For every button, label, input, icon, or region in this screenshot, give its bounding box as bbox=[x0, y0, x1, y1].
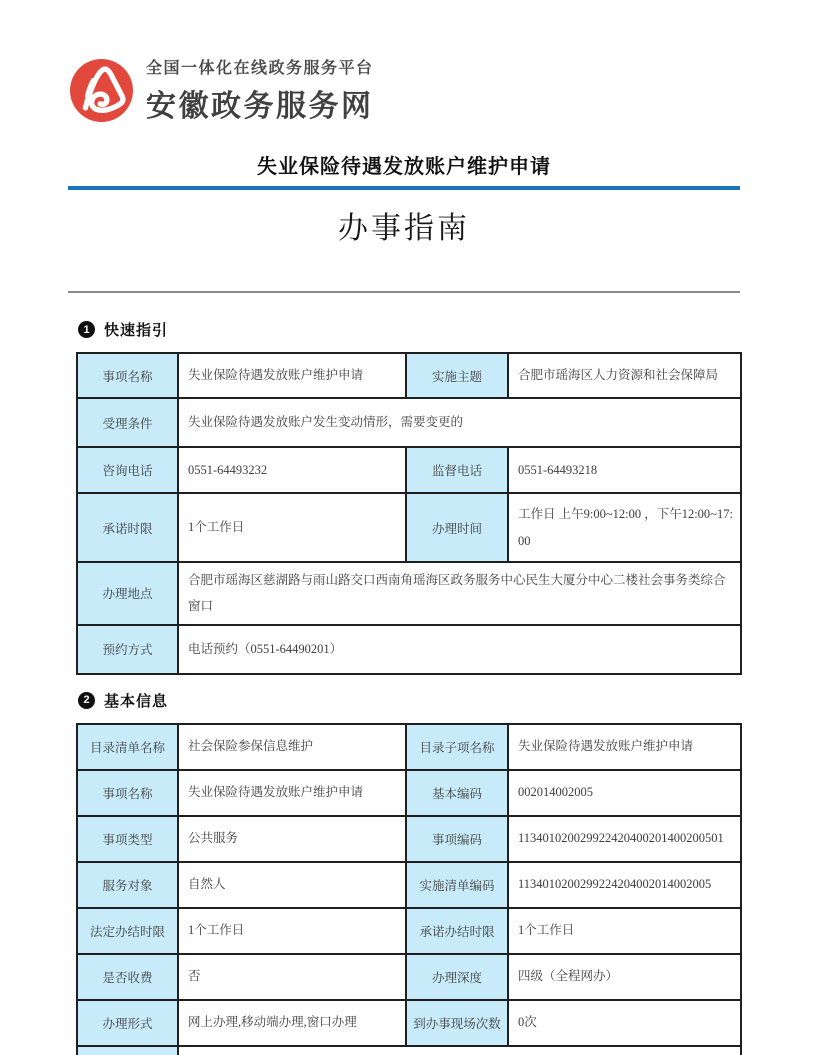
field-value: 社会保险参保信息维护 bbox=[178, 724, 406, 770]
platform-name: 全国一体化在线政务服务平台 bbox=[146, 60, 374, 77]
document-page bbox=[68, 0, 740, 1055]
table-row bbox=[77, 954, 741, 1000]
title-accent-rule bbox=[68, 186, 740, 190]
field-value: 网上办理,移动端办理,窗口办理 bbox=[178, 1000, 406, 1046]
field-value: 失业保险待遇发放账户发生变动情形，需要变更的 bbox=[178, 398, 741, 447]
field-value: 电话预约（0551-64490201） bbox=[178, 625, 741, 674]
field-label: 监督电话 bbox=[406, 447, 508, 493]
field-label: 目录清单名称 bbox=[77, 724, 178, 770]
table-row bbox=[77, 1000, 741, 1046]
field-value: 四级（全程网办） bbox=[508, 954, 741, 1000]
table-row bbox=[77, 625, 741, 674]
field-value: 失业保险待遇发放账户维护申请 bbox=[178, 770, 406, 816]
field-value: 自然人 bbox=[178, 862, 406, 908]
table-row bbox=[77, 862, 741, 908]
field-label: 到办事现场次数 bbox=[406, 1000, 508, 1046]
field-label: 是否收费 bbox=[77, 954, 178, 1000]
field-value: 失业保险待遇发放账户维护申请 bbox=[508, 724, 741, 770]
table-row bbox=[77, 398, 741, 447]
table-row bbox=[77, 493, 741, 562]
table-row bbox=[77, 562, 741, 625]
field-label: 目录子项名称 bbox=[406, 724, 508, 770]
field-value: 0551-64493218 bbox=[508, 447, 741, 493]
field-value: 工作日 上午9:00~12:00 ，下午12:00~17:00 bbox=[508, 493, 741, 562]
circled-number-icon: 1 bbox=[78, 321, 95, 338]
field-label: 法定办结时限 bbox=[77, 908, 178, 954]
quick-guide-table bbox=[76, 352, 742, 675]
field-label: 服务对象 bbox=[77, 862, 178, 908]
field-label: 办理深度 bbox=[406, 954, 508, 1000]
field-value: 0551-64493232 bbox=[178, 447, 406, 493]
field-value: 1个工作日 bbox=[178, 908, 406, 954]
table-row-clipped bbox=[77, 1046, 741, 1055]
basic-info-table bbox=[76, 723, 742, 1055]
field-label: 事项类型 bbox=[77, 816, 178, 862]
document-title: 失业保险待遇发放账户维护申请 bbox=[257, 156, 551, 178]
table-row bbox=[77, 447, 741, 493]
field-label: 承诺办结时限 bbox=[406, 908, 508, 954]
logo-text bbox=[146, 55, 374, 125]
field-label: 事项名称 bbox=[77, 770, 178, 816]
section-basic-info bbox=[68, 690, 740, 1055]
field-value: 113401020029922420400201400200501 bbox=[508, 816, 741, 862]
field-label: 受理条件 bbox=[77, 398, 178, 447]
table-row bbox=[77, 908, 741, 954]
field-label: 咨询电话 bbox=[77, 447, 178, 493]
field-label bbox=[77, 1046, 178, 1055]
field-label: 基本编码 bbox=[406, 770, 508, 816]
field-value bbox=[178, 1046, 741, 1055]
field-label: 实施主题 bbox=[406, 353, 508, 398]
circled-number-icon: 2 bbox=[78, 692, 95, 709]
field-label: 预约方式 bbox=[77, 625, 178, 674]
field-label: 事项名称 bbox=[77, 353, 178, 398]
field-label: 办理形式 bbox=[77, 1000, 178, 1046]
section-quick-guide bbox=[68, 319, 740, 675]
field-value: 失业保险待遇发放账户维护申请 bbox=[178, 353, 406, 398]
field-value: 公共服务 bbox=[178, 816, 406, 862]
field-value: 002014002005 bbox=[508, 770, 741, 816]
table-row bbox=[77, 724, 741, 770]
field-value: 1134010200299224204002014002005 bbox=[508, 862, 741, 908]
field-label: 实施清单编码 bbox=[406, 862, 508, 908]
table-row bbox=[77, 816, 741, 862]
section-header-quick-guide bbox=[78, 319, 740, 340]
field-label: 承诺时限 bbox=[77, 493, 178, 562]
field-value: 合肥市瑶海区慈湖路与雨山路交口西南角瑶海区政务服务中心民生大厦分中心二楼社会事务类综合窗口 bbox=[178, 562, 741, 625]
document-subtitle: 办事指南 bbox=[338, 212, 470, 245]
section-header-basic-info bbox=[78, 690, 740, 711]
field-value: 1个工作日 bbox=[178, 493, 406, 562]
horizontal-divider bbox=[68, 291, 740, 293]
field-label: 办理时间 bbox=[406, 493, 508, 562]
section-title: 快速指引 bbox=[104, 323, 169, 339]
site-header bbox=[68, 0, 740, 125]
anhui-gov-logo-icon bbox=[68, 57, 135, 124]
field-value: 否 bbox=[178, 954, 406, 1000]
field-label: 事项编码 bbox=[406, 816, 508, 862]
table-row bbox=[77, 353, 741, 398]
field-value: 1个工作日 bbox=[508, 908, 741, 954]
table-row bbox=[77, 770, 741, 816]
site-name: 安徽政务服务网 bbox=[146, 90, 374, 123]
section-title: 基本信息 bbox=[104, 693, 169, 710]
field-label: 办理地点 bbox=[77, 562, 178, 625]
field-value: 合肥市瑶海区人力资源和社会保障局 bbox=[508, 353, 741, 398]
field-value: 0次 bbox=[508, 1000, 741, 1046]
